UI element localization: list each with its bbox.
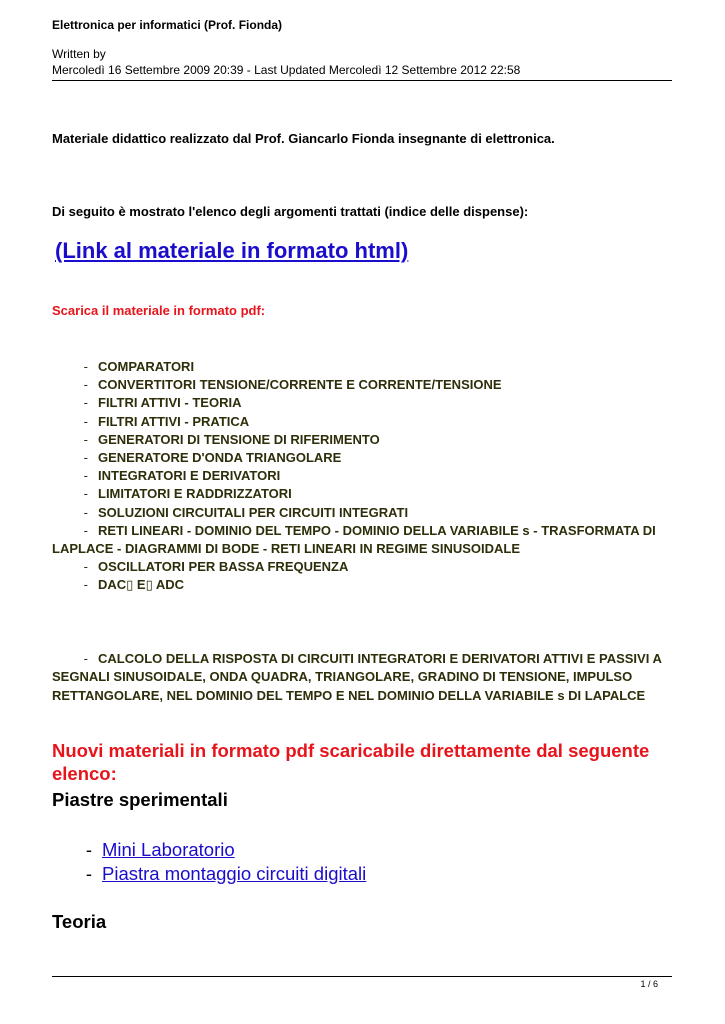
topic-label: GENERATORE D'ONDA TRIANGOLARE	[98, 450, 342, 466]
topic-label: COMPARATORI	[98, 359, 195, 374]
footer-divider	[52, 976, 672, 977]
pdf-topic-list	[52, 358, 672, 595]
html-material-link[interactable]: (Link al materiale in formato html)	[55, 238, 409, 263]
list-dash: -	[83, 559, 88, 575]
topic-label: INTEGRATORI E DERIVATORI	[98, 468, 281, 484]
topic-label: CONVERTITORI TENSIONE/CORRENTE E CORRENTE/TENSIONE	[98, 377, 502, 393]
pdf-download-heading: Scarica il materiale in formato pdf:	[52, 303, 266, 318]
piastre-link-list	[52, 838, 366, 886]
topic-label: FILTRI ATTIVI - PRATICA	[98, 413, 250, 429]
list-item	[52, 862, 366, 886]
list-dash: -	[83, 651, 88, 666]
topic-label: OSCILLATORI PER BASSA FREQUENZA	[98, 559, 349, 575]
list-dash: -	[83, 577, 88, 593]
document-dates: Mercoledì 16 Settembre 2009 20:39 - Last Updated Mercoledì 12 Settembre 2012 22:58	[52, 63, 521, 77]
list-dash: -	[83, 450, 88, 466]
document-header-title: Elettronica per informatici (Prof. Fionda)	[52, 18, 283, 32]
list-item[interactable]	[52, 558, 672, 576]
page-number: 1 / 6	[640, 979, 658, 989]
header-divider	[52, 80, 672, 81]
list-dash: -	[83, 522, 88, 538]
list-dash: -	[83, 377, 88, 393]
list-item[interactable]	[52, 358, 672, 376]
list-dash: -	[83, 431, 88, 447]
list-item[interactable]	[52, 522, 672, 558]
list-item[interactable]	[52, 467, 672, 485]
list-dash: -	[83, 395, 88, 411]
list-item[interactable]	[52, 431, 672, 449]
topic-label: RETI LINEARI - DOMINIO DEL TEMPO - DOMINIO DELLA VARIABILE s - TRASFORMATA DI LAPLACE - DIAGRAMMI DI BODE - RETI LINEARI IN REGIME SINUSOIDALE	[52, 522, 656, 557]
topic-label: GENERATORI DI TENSIONE DI RIFERIMENTO	[98, 431, 380, 447]
list-item[interactable]	[52, 394, 672, 412]
topic-label: FILTRI ATTIVI - TEORIA	[98, 395, 242, 411]
topic-label: DAC▯ E▯ ADC	[98, 577, 185, 593]
piastra-circuiti-digitali-link[interactable]: Piastra montaggio circuiti digitali	[102, 863, 367, 884]
calcolo-item[interactable]	[52, 650, 662, 705]
piastre-section-title: Piastre sperimentali	[52, 789, 228, 810]
list-dash: -	[83, 504, 88, 520]
intro-text: Materiale didattico realizzato dal Prof. Giancarlo Fionda insegnante di elettronica.	[52, 131, 555, 146]
calcolo-label: CALCOLO DELLA RISPOSTA DI CIRCUITI INTEGRATORI E DERIVATORI ATTIVI E PASSIVI A SEGNALI SINUSOIDALE, ONDA QUADRA, TRIANGOLARE, GRADINO DI TENSIONE, IMPULSO RETTANGOLARE, NEL DOMINIO DEL TEMPO E NEL DOMINIO DELLA VARIABILE s DI LAPALCE	[52, 651, 662, 703]
list-dash: -	[83, 413, 88, 429]
list-dash: -	[85, 863, 92, 884]
list-item[interactable]	[52, 449, 672, 467]
list-item[interactable]	[52, 576, 672, 594]
mini-laboratorio-link[interactable]: Mini Laboratorio	[102, 839, 235, 860]
new-materials-heading: Nuovi materiali in formato pdf scaricabile direttamente dal seguente elenco:	[52, 740, 650, 784]
list-dash: -	[83, 486, 88, 502]
list-dash: -	[83, 359, 88, 374]
list-item[interactable]	[52, 376, 672, 394]
list-item[interactable]	[52, 485, 672, 503]
list-item[interactable]	[52, 504, 672, 522]
topic-label: SOLUZIONI CIRCUITALI PER CIRCUITI INTEGRATI	[98, 504, 409, 520]
teoria-section-title: Teoria	[52, 911, 107, 932]
list-item[interactable]	[52, 413, 672, 431]
list-dash: -	[85, 839, 92, 860]
list-dash: -	[83, 468, 88, 484]
index-description: Di seguito è mostrato l'elenco degli argomenti trattati (indice delle dispense):	[52, 204, 529, 219]
topic-label: LIMITATORI E RADDRIZZATORI	[98, 486, 292, 502]
list-item	[52, 838, 366, 862]
written-by-label: Written by	[52, 47, 106, 61]
